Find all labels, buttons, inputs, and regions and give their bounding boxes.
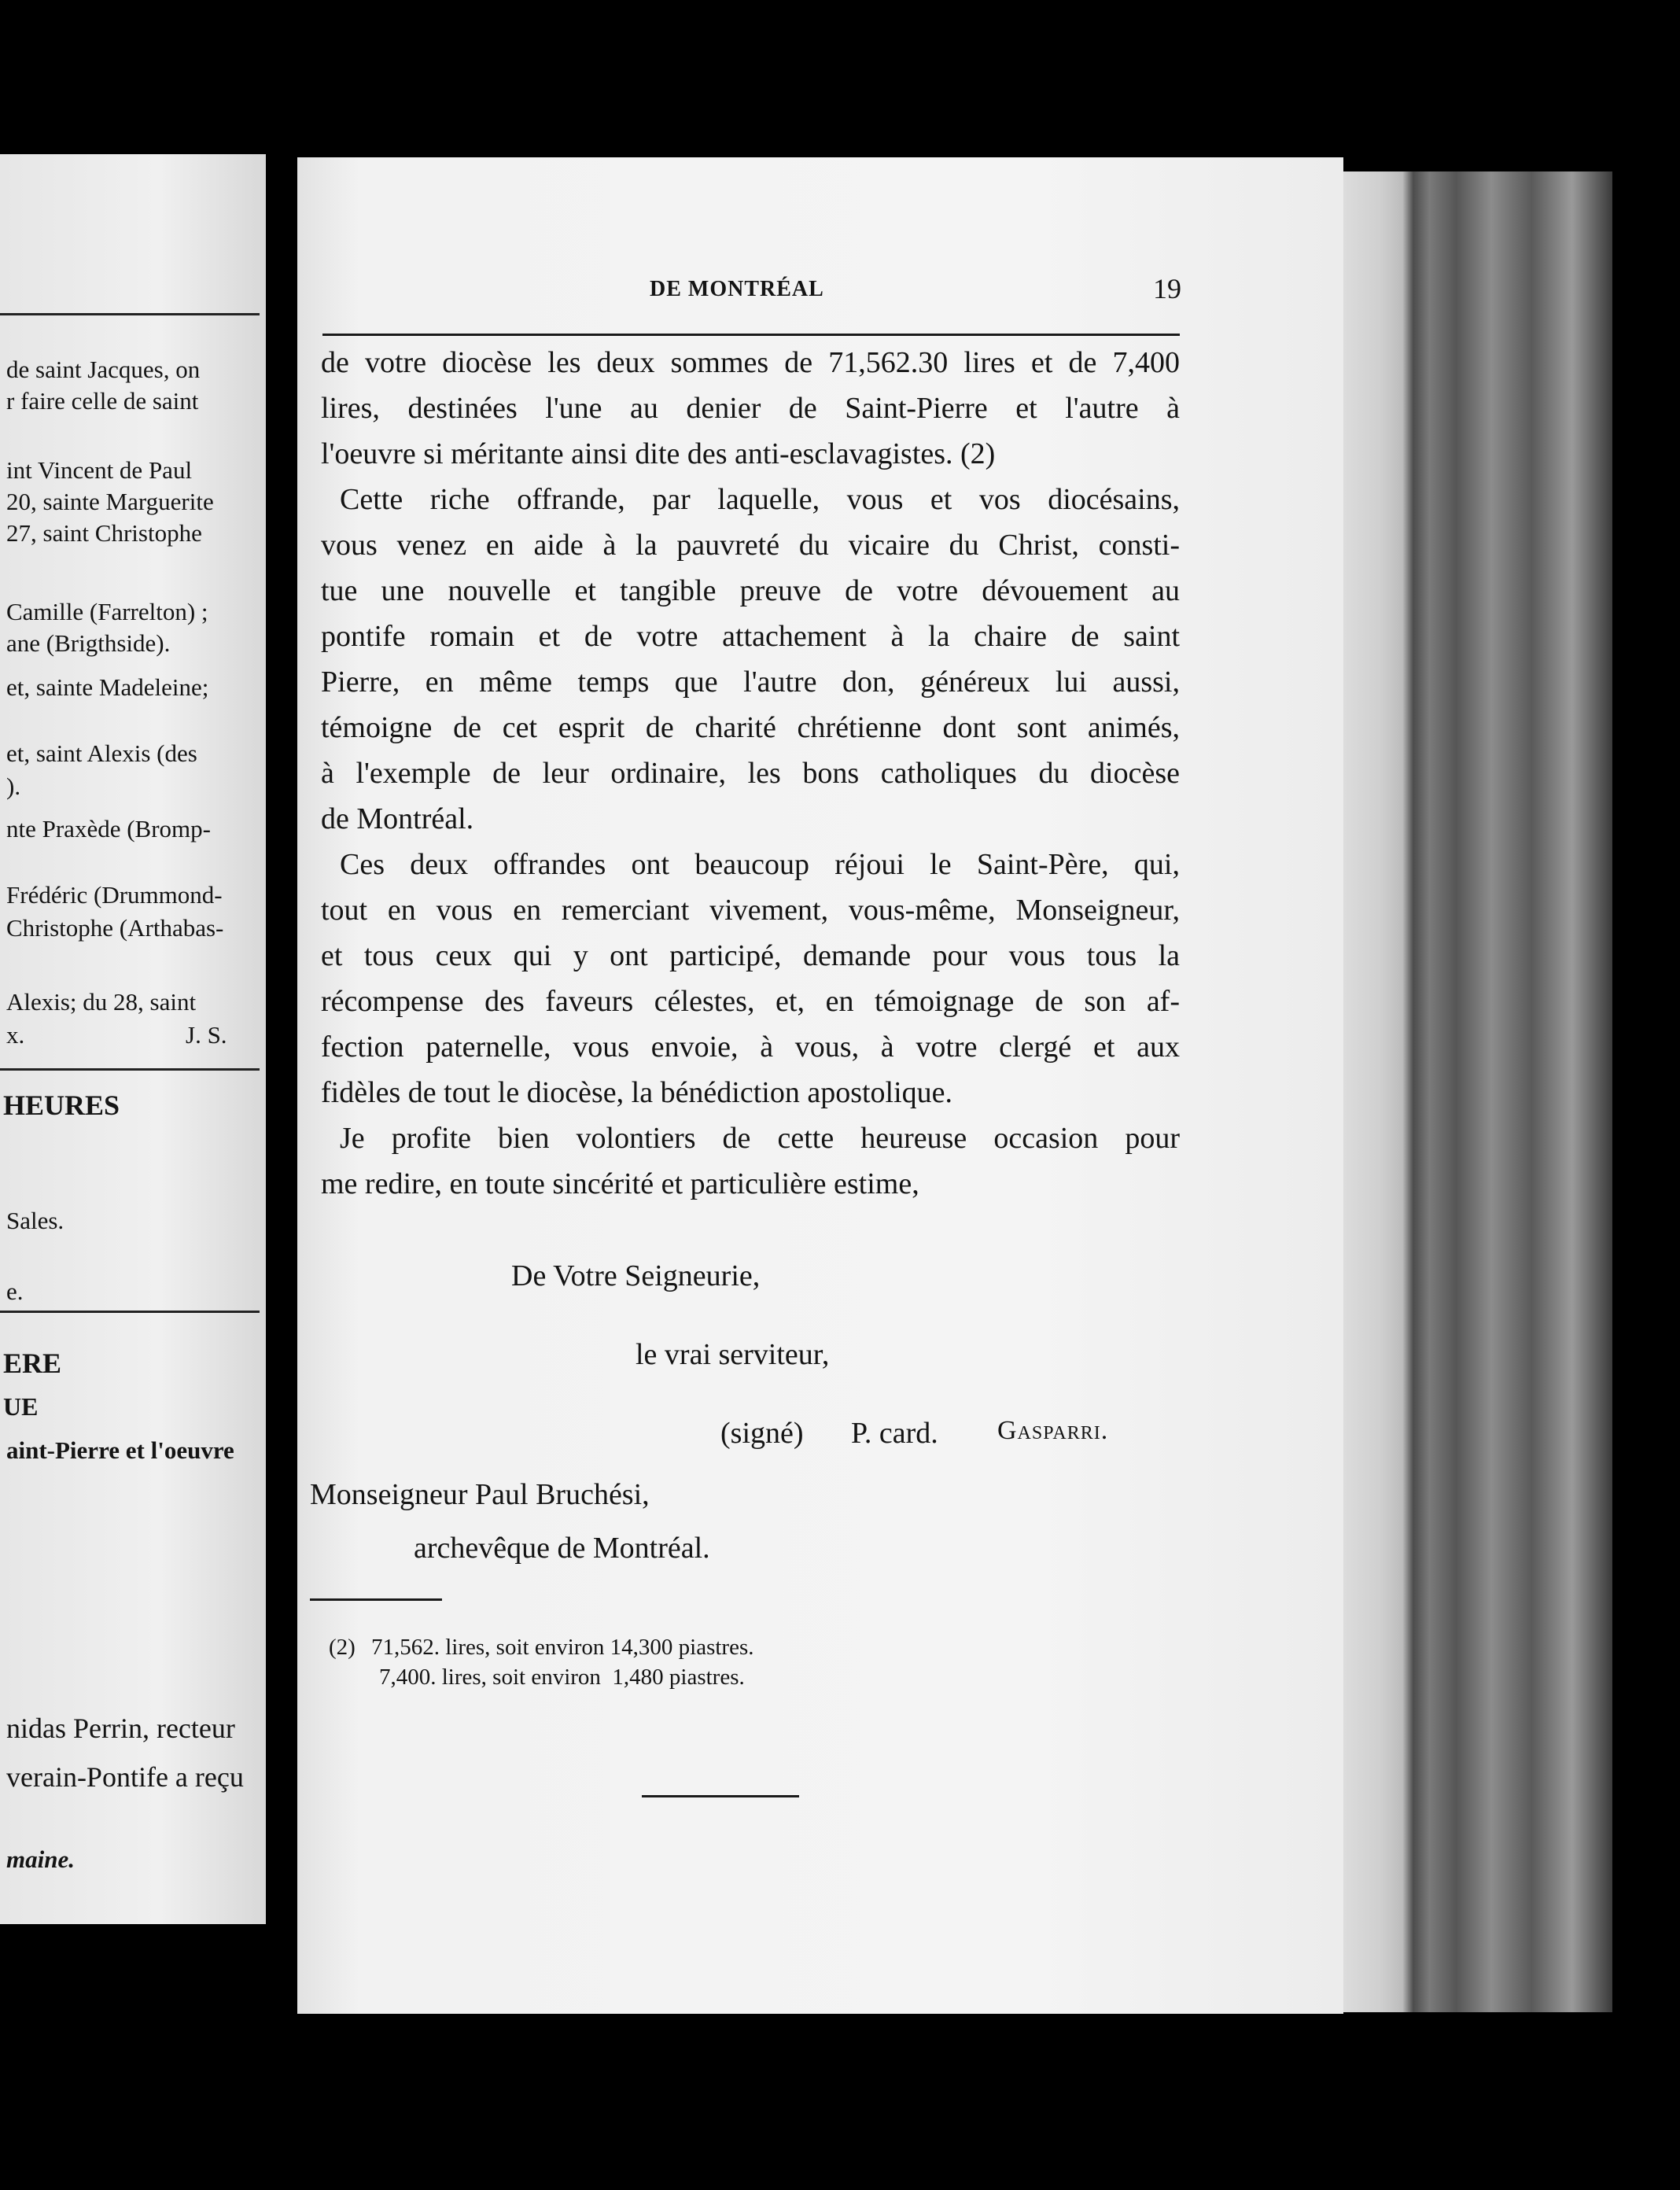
left-page-line: 27, saint Christophe — [6, 519, 202, 547]
left-page-line: int Vincent de Paul — [6, 456, 193, 484]
body-line: de votre diocèse les deux sommes de 71,562.30 lires et de 7,400 — [321, 346, 1180, 379]
left-page-line: Camille (Farrelton) ; — [6, 598, 208, 625]
left-facing-page — [0, 154, 266, 1924]
footnote-rule — [310, 1598, 442, 1601]
left-page-initials: J. S. — [186, 1021, 227, 1049]
signature-signed: (signé) — [720, 1417, 804, 1450]
left-page-heading: HEURES — [3, 1089, 120, 1121]
body-line: l'oeuvre si méritante ainsi dite des anti-esclavagistes. (2) — [321, 437, 996, 470]
body-line: tue une nouvelle et tangible preuve de votre dévouement au — [321, 574, 1180, 607]
body-line: témoigne de cet esprit de charité chrétienne dont sont animés, — [321, 711, 1180, 744]
left-page-line: Christophe (Arthabas- — [6, 914, 224, 942]
body-line: fection paternelle, vous envoie, à vous, à votre clergé et aux — [321, 1030, 1180, 1064]
body-line: tout en vous en remerciant vivement, vous-même, Monseigneur, — [321, 894, 1180, 927]
left-page-header-rule — [0, 313, 260, 315]
left-page-line: Alexis; du 28, saint — [6, 988, 197, 1016]
body-line: Cette riche offrande, par laquelle, vous et vos diocésains, — [340, 483, 1180, 516]
body-line: Ces deux offrandes ont beaucoup réjoui le Saint-Père, qui, — [340, 848, 1180, 881]
left-page-line: ane (Brigthside). — [6, 629, 171, 657]
left-page-line: e. — [6, 1278, 24, 1305]
left-page-line: et, saint Alexis (des — [6, 739, 197, 767]
footnote-marker: (2) — [329, 1635, 356, 1660]
left-page-subheading: UE — [3, 1392, 39, 1421]
signature-surname: Gasparri. — [997, 1416, 1109, 1445]
closing-servant: le vrai serviteur, — [636, 1338, 830, 1371]
left-page-line: Sales. — [6, 1207, 64, 1234]
left-page-line: Frédéric (Drummond- — [6, 881, 223, 909]
left-page-section-rule — [0, 1068, 260, 1071]
left-page-line: x. — [6, 1021, 25, 1049]
footnote-line: 71,562. lires, soit environ 14,300 piastres. — [371, 1635, 754, 1660]
left-page-line: et, sainte Madeleine; — [6, 673, 209, 701]
body-line: vous venez en aide à la pauvreté du vicaire du Christ, consti- — [321, 529, 1180, 562]
left-page-line: ). — [6, 772, 21, 800]
end-rule — [642, 1795, 799, 1797]
addressee-name: Monseigneur Paul Bruchési, — [310, 1478, 650, 1511]
signature-name: P. card. — [851, 1417, 938, 1450]
left-page-line: maine. — [6, 1845, 75, 1873]
left-page-line: nte Praxède (Bromp- — [6, 815, 211, 842]
closing-salutation: De Votre Seigneurie, — [511, 1259, 761, 1292]
body-line: me redire, en toute sincérité et particulière estime, — [321, 1167, 919, 1200]
left-page-line: de saint Jacques, on — [6, 356, 201, 383]
body-line: fidèles de tout le diocèse, la bénédiction apostolique. — [321, 1076, 953, 1109]
addressee-title: archevêque de Montréal. — [414, 1532, 710, 1565]
body-line: Je profite bien volontiers de cette heureuse occasion pour — [340, 1122, 1180, 1155]
body-line: à l'exemple de leur ordinaire, les bons catholiques du diocèse — [321, 757, 1180, 790]
page-number: 19 — [1153, 273, 1181, 304]
body-line: récompense des faveurs célestes, et, en témoignage de son af- — [321, 985, 1180, 1018]
left-page-line: nidas Perrin, recteur — [6, 1713, 235, 1744]
header-rule — [322, 334, 1180, 336]
left-page-line: r faire celle de saint — [6, 387, 199, 415]
left-page-heading: ERE — [3, 1348, 62, 1379]
footnote-line: 7,400. lires, soit environ 1,480 piastres. — [379, 1665, 745, 1690]
left-page-line: verain-Pontife a reçu — [6, 1761, 244, 1793]
body-line: et tous ceux qui y ont participé, demande pour vous tous la — [321, 939, 1180, 972]
body-line: lires, destinées l'une au denier de Saint-Pierre et l'autre à — [321, 392, 1180, 425]
body-line: Pierre, en même temps que l'autre don, généreux lui aussi, — [321, 665, 1180, 699]
running-head: DE MONTRÉAL — [650, 277, 824, 301]
main-page — [297, 157, 1343, 2014]
book-page-edges — [1343, 171, 1612, 2012]
left-page-line: 20, sainte Marguerite — [6, 488, 214, 515]
left-page-section-rule — [0, 1311, 260, 1313]
body-line: pontife romain et de votre attachement à la chaire de saint — [321, 620, 1180, 653]
body-line: de Montréal. — [321, 802, 474, 835]
left-page-line: aint-Pierre et l'oeuvre — [6, 1436, 234, 1464]
